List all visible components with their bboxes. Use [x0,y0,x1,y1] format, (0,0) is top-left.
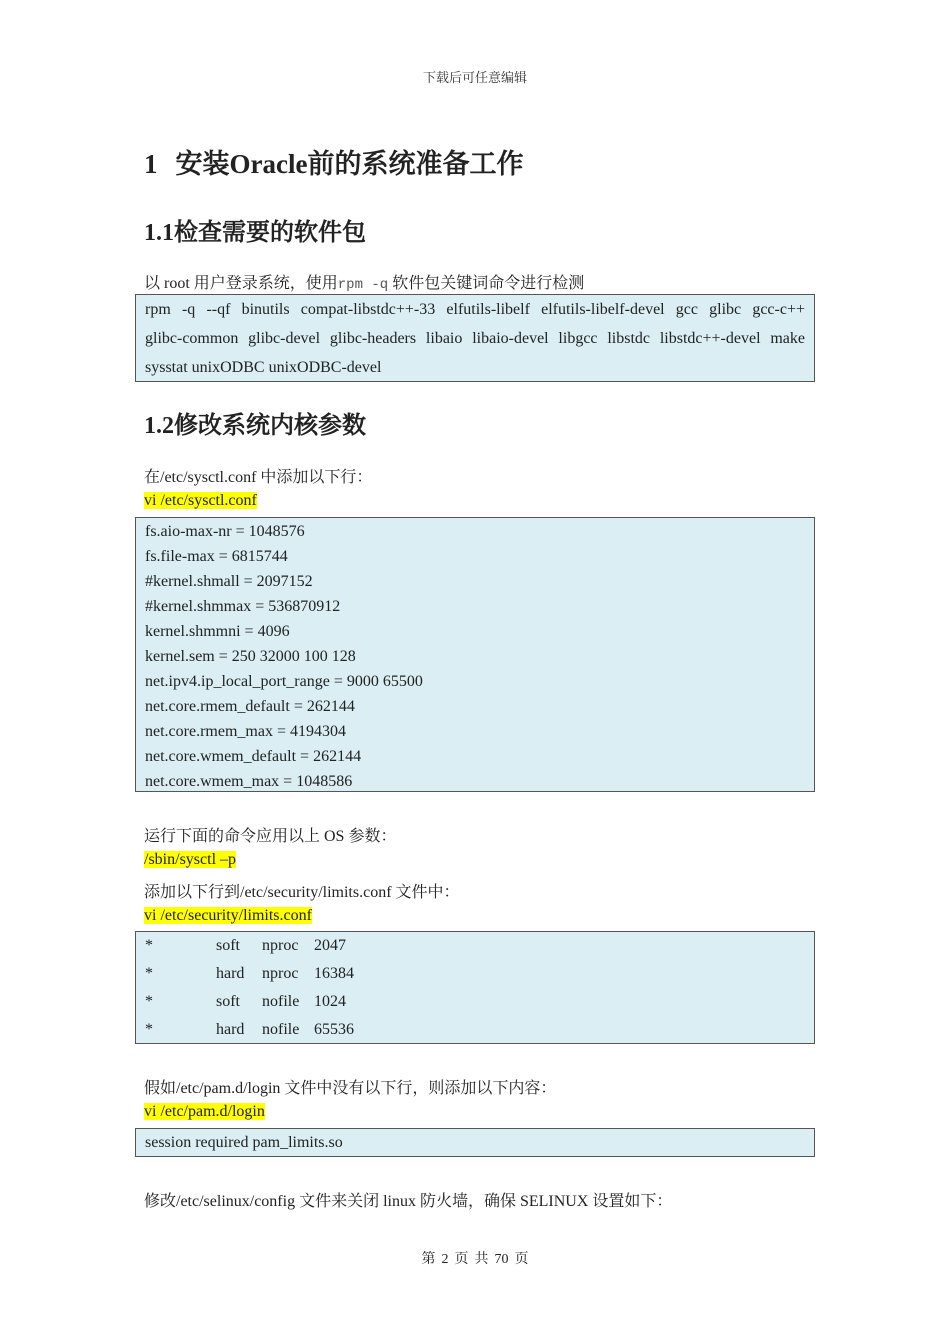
limits-value: 16384 [314,965,354,982]
sysctl-line: net.ipv4.ip_local_port_range = 9000 65500 [145,673,423,690]
sysctl-line: kernel.sem = 250 32000 100 128 [145,648,356,665]
limits-domain: * [145,1021,153,1038]
sysctl-intro: 在/etc/sysctl.conf 中添加以下行： [144,469,373,486]
pam-intro: 假如/etc/pam.d/login 文件中没有以下行，则添加以下内容： [144,1080,557,1097]
limits-type: hard [216,1021,245,1038]
limits-value: 2047 [314,937,346,954]
limits-row [145,960,805,988]
sysctl-command-line [144,492,257,510]
package-line: glibc-common glibc-devel glibc-headers libaio libaio-devel libgcc libstdc libstdc++-devel make [145,330,805,347]
pam-box [135,1128,815,1157]
section-heading-1-1: 1.1检查需要的软件包 [144,220,366,246]
page-header: 下载后可任意编辑 [422,70,527,85]
intro-text-post: 软件包关键词命令进行检测 [388,275,585,292]
limits-command-line [144,907,312,925]
limits-value: 1024 [314,993,346,1010]
sysctl-line: net.core.wmem_default = 262144 [145,748,362,765]
limits-domain: * [145,965,153,982]
footer-total-label: 共 [474,1252,489,1267]
limits-row [145,932,805,960]
limits-box [135,931,815,1044]
sysctl-line: net.core.wmem_max = 1048586 [145,773,353,790]
package-line: sysstat unixODBC unixODBC-devel [145,359,382,376]
sysctl-command: vi /etc/sysctl.conf [144,492,257,509]
pam-command: vi /etc/pam.d/login [144,1103,265,1120]
limits-item: nofile [262,1021,300,1038]
limits-row [145,988,805,1016]
sysctl-line: fs.aio-max-nr = 1048576 [145,523,305,540]
apply-command-line [144,851,236,869]
footer-suffix: 页 [514,1252,529,1267]
section-1-1-intro [144,270,584,293]
limits-domain: * [145,937,153,954]
chapter-title: 安装Oracle前的系统准备工作 [175,149,524,179]
pam-command-line [144,1103,265,1121]
sysctl-line: kernel.shmmni = 4096 [145,623,290,640]
sysctl-line: fs.file-max = 6815744 [145,548,288,565]
footer-page-number: 2 [441,1252,449,1267]
footer-mid: 页 [454,1252,469,1267]
chapter-heading [144,142,523,181]
limits-row [145,1016,805,1044]
limits-type: soft [216,937,240,954]
limits-domain: * [145,993,153,1010]
limits-command: vi /etc/security/limits.conf [144,907,312,924]
footer-total-pages: 70 [494,1252,509,1267]
limits-item: nproc [262,937,299,954]
intro-text-pre: 以 root 用户登录系统，使用 [144,275,338,292]
limits-item: nofile [262,993,300,1010]
limits-intro: 添加以下行到/etc/security/limits.conf 文件中： [144,884,460,901]
limits-type: soft [216,993,240,1010]
footer-prefix: 第 [421,1252,436,1267]
page-footer [0,1248,950,1268]
sysctl-line: #kernel.shmall = 2097152 [145,573,313,590]
limits-value: 65536 [314,1021,354,1038]
apply-intro: 运行下面的命令应用以上 OS 参数： [144,828,397,845]
intro-command: rpm -q [337,277,389,293]
sysctl-line: net.core.rmem_default = 262144 [145,698,355,715]
pam-line: session required pam_limits.so [145,1134,343,1151]
chapter-number: 1 [144,149,158,179]
sysctl-line: #kernel.shmmax = 536870912 [145,598,341,615]
limits-item: nproc [262,965,299,982]
package-line: rpm -q --qf binutils compat-libstdc++-33 elfutils-libelf elfutils-libelf-devel gcc glibc gcc-c++ [145,301,805,318]
selinux-intro: 修改/etc/selinux/config 文件来关闭 linux 防火墙，确保 SELINUX 设置如下： [144,1193,673,1210]
limits-type: hard [216,965,245,982]
section-heading-1-2: 1.2修改系统内核参数 [144,413,366,439]
sysctl-line: net.core.rmem_max = 4194304 [145,723,346,740]
sysctl-params-box [135,517,815,792]
package-list-box [135,294,815,382]
apply-command: /sbin/sysctl –p [144,851,237,868]
